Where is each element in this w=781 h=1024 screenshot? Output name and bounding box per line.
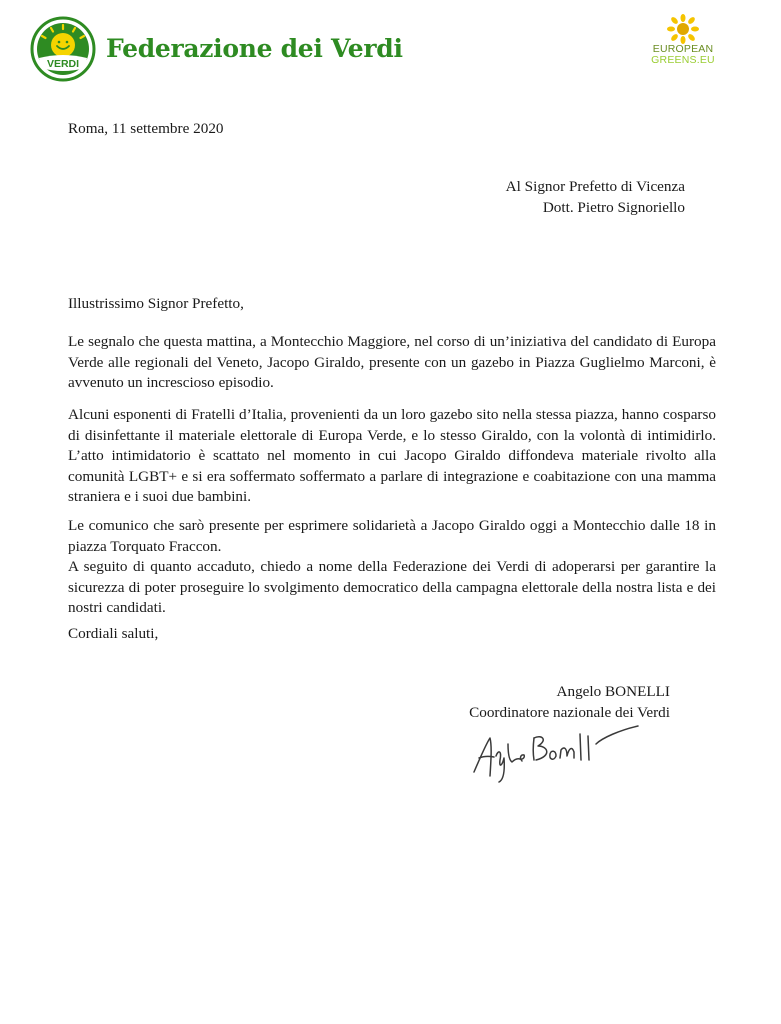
paragraph-3b: A seguito di quanto accaduto, chiedo a nome della Federazione dei Verdi di adoperarsi per garantire la sicurezza di poter proseguire lo svolgimento democratico della campagna elettorale della nostra lista e dei nostri candidati. bbox=[68, 558, 716, 617]
recipient-block bbox=[506, 177, 685, 218]
recipient-line-2: Dott. Pietro Signoriello bbox=[542, 198, 685, 216]
org-name: Federazione dei Verdi bbox=[106, 34, 403, 63]
salutation: Illustrissimo Signor Prefetto, bbox=[68, 295, 244, 312]
eu-logo-line1: EUROPEAN bbox=[652, 43, 714, 55]
european-greens-logo bbox=[648, 14, 718, 70]
verdi-sun-logo bbox=[30, 16, 96, 82]
handwritten-signature bbox=[470, 716, 645, 784]
paragraph-2: Alcuni esponenti di Fratelli d’Italia, provenienti da un loro gazebo sito nella stessa piazza, hanno cosparso di disinfettante il materiale elettorale di Europa Verde, e lo stesso Giraldo, con la volontà di intimidirlo. L’atto intimidatorio è scattato nel momento in cui Jacopo Giraldo diffondeva materiale rivolto alla comunità LGBT+ e si era soffermato soffermato a parlare di integrazione e coabitazione con una mamma straniera e i suoi due bambini. bbox=[68, 406, 716, 506]
logo-text: VERDI bbox=[46, 58, 80, 70]
signer-name: Angelo BONELLI bbox=[556, 683, 670, 700]
recipient-line-1: Al Signor Prefetto di Vicenza bbox=[505, 178, 685, 195]
eu-logo-line2: GREENS.EU bbox=[651, 54, 715, 66]
sunflower-icon bbox=[667, 14, 699, 44]
letter-date: Roma, 11 settembre 2020 bbox=[68, 120, 224, 137]
paragraph-1: Le segnalo che questa mattina, a Montecchio Maggiore, nel corso di un’iniziativa del candidato di Europa Verde alle regionali del Veneto, Jacopo Giraldo, presente con un gazebo in Piazza Guglielmo Marconi, è avvenuto un increscioso episodio. bbox=[68, 333, 716, 392]
paragraph-3 bbox=[68, 516, 716, 619]
closing: Cordiali saluti, bbox=[68, 625, 159, 642]
paragraph-3a: Le comunico che sarò presente per esprimere solidarietà a Jacopo Giraldo oggi a Montecchio dalle 18 in piazza Torquato Fraccon. bbox=[68, 517, 716, 555]
signer-title: Coordinatore nazionale dei Verdi bbox=[469, 703, 670, 721]
